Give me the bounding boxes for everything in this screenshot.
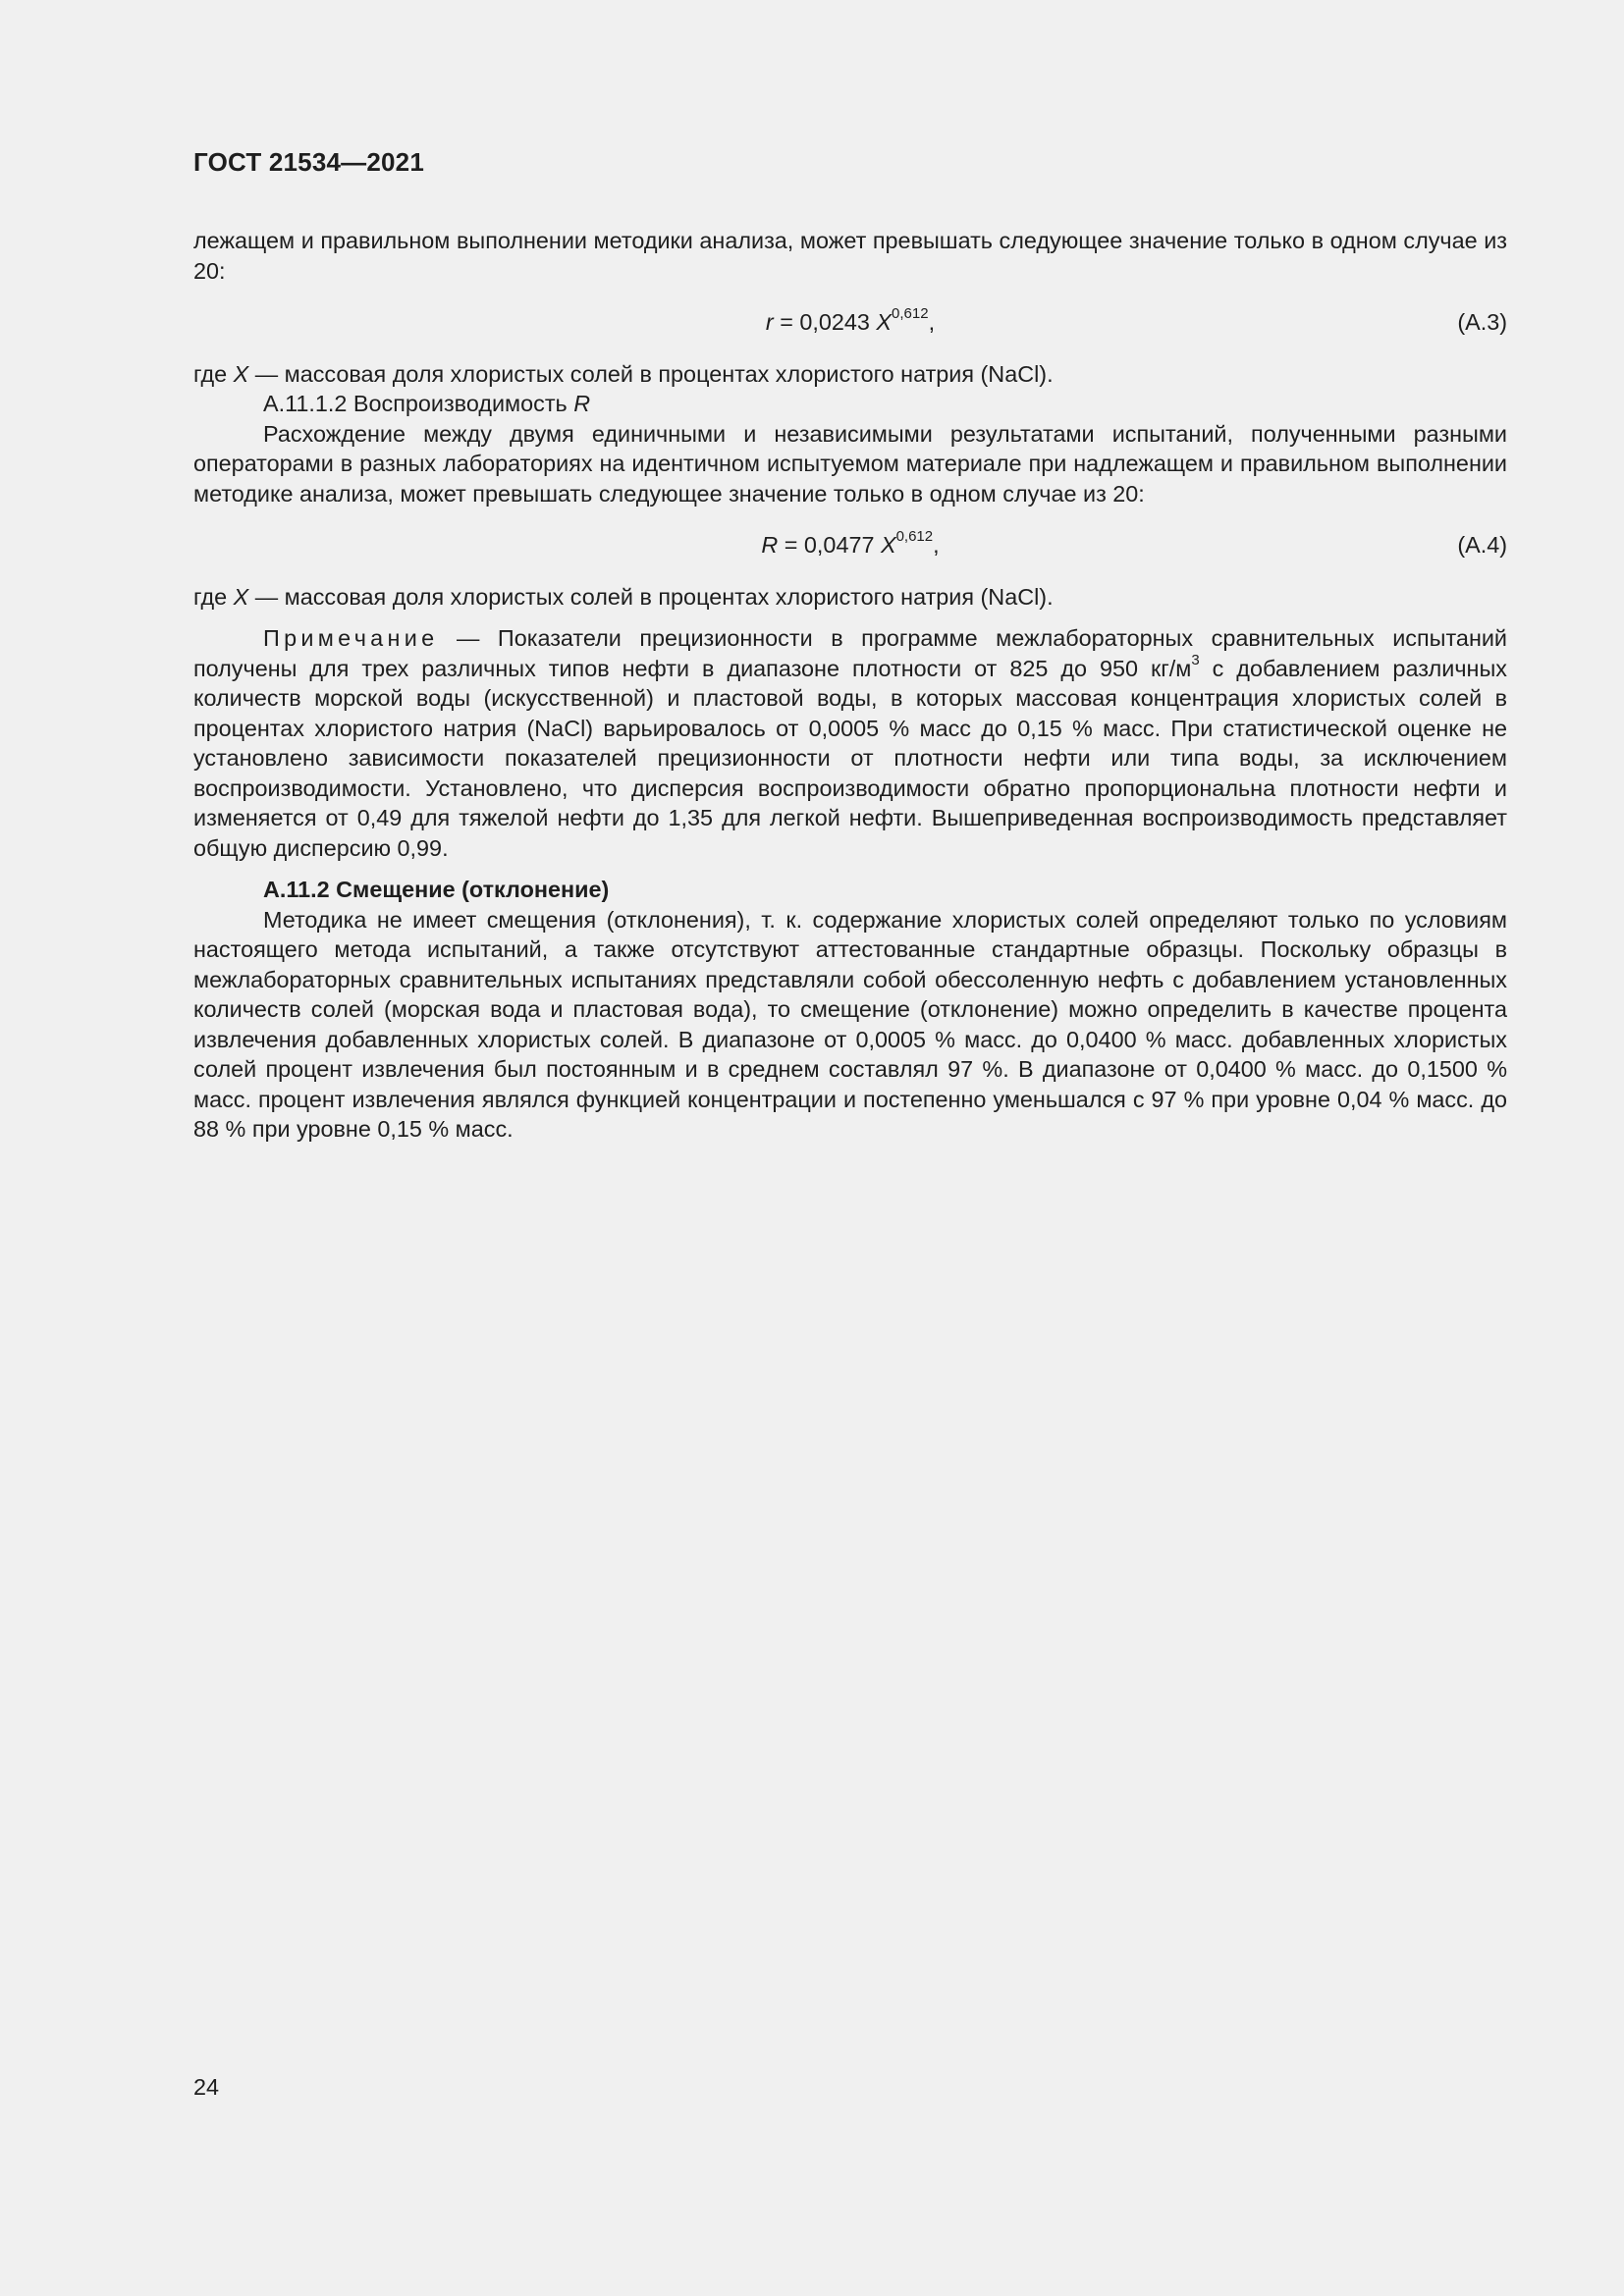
formula-a4-coefficient: = 0,0477	[778, 532, 881, 558]
formula-a3-number: (А.3)	[1457, 309, 1507, 335]
formula-a3-base: X	[876, 309, 893, 335]
formula-a3-coefficient: = 0,0243	[773, 309, 877, 335]
document-code-header: ГОСТ 21534—2021	[193, 147, 424, 177]
where-clause-2-prefix: где	[193, 583, 234, 610]
where-clause-2	[193, 582, 1507, 613]
note-text-part1: — Показатели прецизионности в программе межлабораторных сравнительных испытаний получены для трех различных типов нефти в диапазоне плотности от 825 до 950 кг/м	[193, 625, 1507, 681]
formula-a3-variable: r	[765, 309, 774, 335]
note-text-part2: с добавлением различных количеств морской воды (искусственной) и пластовой воды, в которых массовая концентрация хлористых солей в процентах хлористого натрия (NaCl) варьировалось от 0,0005 % масс до 0,15 % масс. При статистической оценке не установлено зависимости показателей прецизионности от плотности нефти или типа воды, за исключением воспроизводимости. Установлено, что дисперсия воспроизводимости обратно пропорциональна плотности нефти и изменяется от 0,49 для тяжелой нефти до 1,35 для легкой нефти. Вышеприведенная воспроизводимость представляет общую дисперсию 0,99.	[193, 655, 1507, 861]
formula-a4	[193, 530, 1507, 561]
note-label: Примечание	[263, 625, 439, 651]
page-number: 24	[193, 2074, 220, 2100]
section-a112-heading: А.11.2 Смещение (отклонение)	[263, 877, 610, 902]
where-clause-1-variable: X	[233, 360, 249, 387]
paragraph-bias: Методика не имеет смещения (отклонения), т. к. содержание хлористых солей определяют только по условиям настоящего метода испытаний, а также отсутствуют аттестованные стандартные образцы. Поскольку образцы в межлабораторных сравнительных испытаниях представляли собой обессоленную нефть с добавлением установленных количеств солей (морская вода и пластовая вода), то смещение (отклонение) можно определить в качестве процента извлечения добавленных хлористых солей. В диапазоне от 0,0005 % масс. до 0,0400 % масс. добавленных хлористых солей процент извлечения был постоянным и в среднем составлял 97 %. В диапазоне от 0,0400 % масс. до 0,1500 % масс. процент извлечения являлся функцией концентрации и постепенно уменьшался с 97 % при уровне 0,04 % масс. до 88 % при уровне 0,15 % масс.	[193, 906, 1507, 1142]
formula-a4-tail: ,	[933, 532, 940, 558]
formula-a3	[193, 307, 1507, 338]
formula-a3-tail: ,	[928, 309, 936, 335]
note-paragraph	[193, 623, 1507, 863]
section-a1112-variable: R	[573, 391, 591, 416]
section-a1112-text: А.11.1.2 Воспроизводимость	[263, 391, 574, 416]
where-clause-2-variable: X	[233, 583, 249, 610]
formula-a3-expression	[766, 307, 935, 338]
where-clause-1	[193, 359, 1507, 390]
formula-a4-exponent: 0,612	[895, 528, 934, 546]
where-clause-2-text: — массовая доля хлористых солей в процентах хлористого натрия (NaCl).	[248, 583, 1054, 610]
section-a1112-heading	[193, 389, 1507, 419]
formula-a4-expression	[761, 530, 939, 561]
formula-a4-variable: R	[761, 532, 779, 558]
where-clause-1-prefix: где	[193, 360, 234, 387]
note-superscript: 3	[1191, 651, 1200, 668]
paragraph-reproducibility: Расхождение между двумя единичными и независимыми результатами испытаний, полученными разными операторами в разных лабораториях на идентичном испытуемом материале при надлежащем и правильном выполнении методике анализа, может превышать следующее значение только в одном случае из 20:	[193, 420, 1507, 507]
paragraph-continuation: лежащем и правильном выполнении методики анализа, может превышать следующее значение только в одном случае из 20:	[193, 228, 1507, 284]
formula-a4-base: X	[880, 532, 896, 558]
formula-a4-number: (А.4)	[1457, 532, 1507, 558]
formula-a3-exponent: 0,612	[892, 305, 929, 323]
where-clause-1-text: — массовая доля хлористых солей в процентах хлористого натрия (NaCl).	[248, 360, 1054, 387]
document-body	[193, 226, 1507, 1145]
